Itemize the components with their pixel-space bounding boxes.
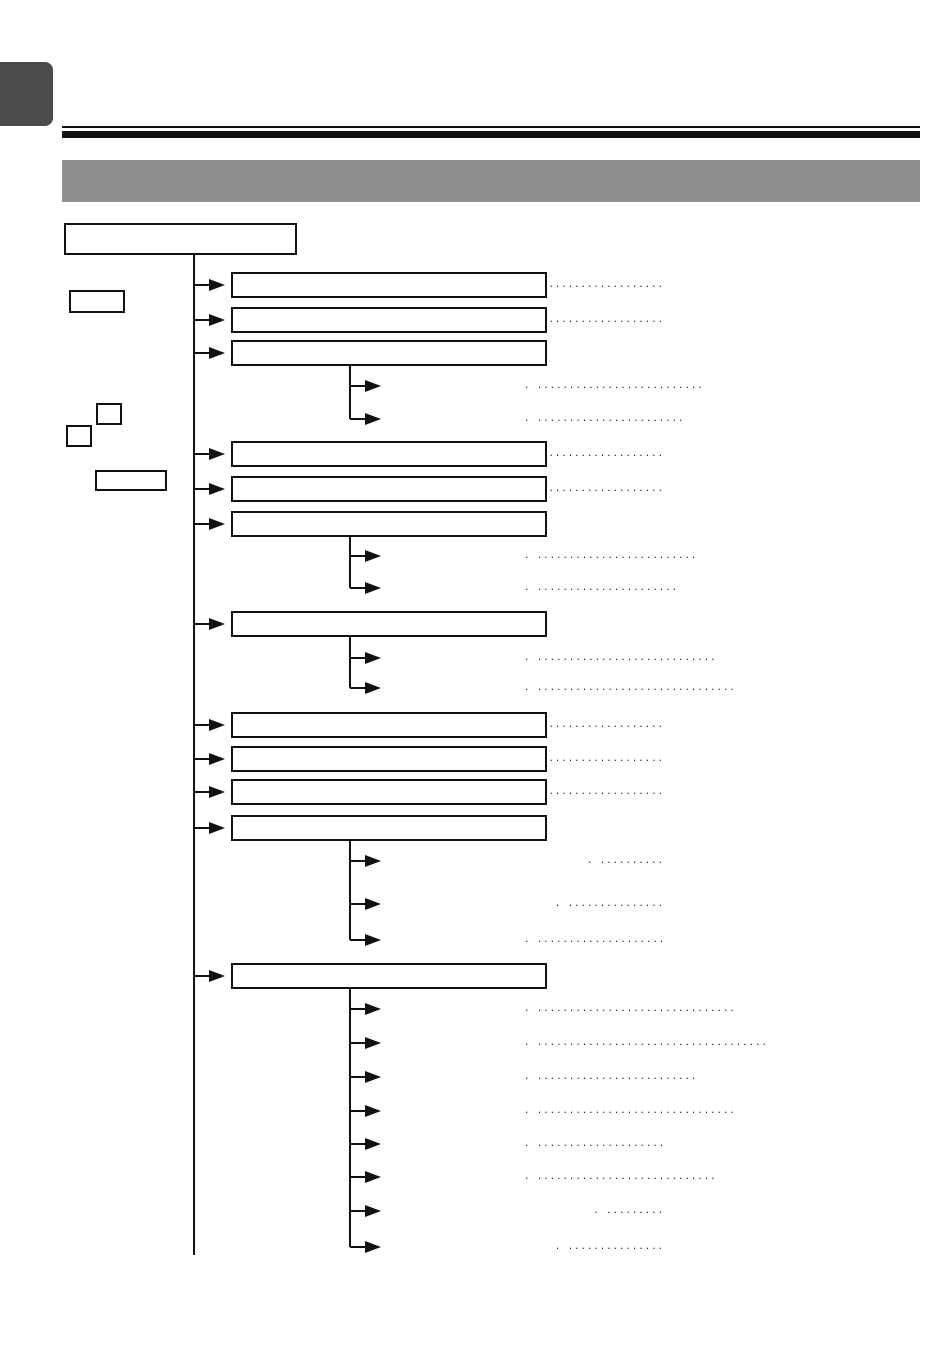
menu-item-leader-dots: .................. bbox=[548, 754, 664, 764]
menu-item-connector-arrowhead-icon bbox=[209, 970, 225, 982]
submenu-leader-dots: . .................... bbox=[524, 935, 666, 945]
submenu-leader-dots: . ............................ bbox=[524, 1172, 717, 1182]
menu-item-box bbox=[231, 746, 547, 772]
menu-item-leader-dots: .................. bbox=[548, 315, 664, 325]
submenu-connector-arrowhead-icon bbox=[365, 1071, 381, 1083]
submenu-connector-arrowhead-icon bbox=[365, 380, 381, 392]
submenu-leader-dots: . ............................... bbox=[524, 1004, 736, 1014]
menu-item-box bbox=[231, 272, 547, 298]
menu-item-leader-dots: .................. bbox=[548, 449, 664, 459]
submenu-connector-arrowhead-icon bbox=[365, 1003, 381, 1015]
submenu-connector-arrowhead-icon bbox=[365, 1138, 381, 1150]
submenu-connector-arrowhead-icon bbox=[365, 898, 381, 910]
submenu-connector-arrowhead-icon bbox=[365, 1105, 381, 1117]
submenu-leader-dots: . ............... bbox=[554, 1242, 664, 1252]
submenu-connector-arrowhead-icon bbox=[365, 582, 381, 594]
submenu-connector-arrowhead-icon bbox=[365, 652, 381, 664]
submenu-connector-arrowhead-icon bbox=[365, 1171, 381, 1183]
submenu-leader-dots: . .................................... bbox=[524, 1038, 768, 1048]
submenu-connector-arrowhead-icon bbox=[365, 934, 381, 946]
menu-item-connector-arrowhead-icon bbox=[209, 518, 225, 530]
menu-item-connector-arrowhead-icon bbox=[209, 314, 225, 326]
menu-item-connector-arrowhead-icon bbox=[209, 822, 225, 834]
menu-item-box bbox=[231, 815, 547, 841]
submenu-leader-dots: . ......................... bbox=[524, 1072, 698, 1082]
menu-item-box bbox=[231, 307, 547, 333]
submenu-leader-dots: . ............................... bbox=[524, 1106, 736, 1116]
submenu-leader-dots: . ............... bbox=[554, 899, 664, 909]
menu-item-box bbox=[231, 611, 547, 637]
submenu-connector-arrowhead-icon bbox=[365, 855, 381, 867]
submenu-leader-dots: . ............................ bbox=[524, 653, 717, 663]
menu-item-connector-arrowhead-icon bbox=[209, 719, 225, 731]
submenu-leader-dots: . ...................... bbox=[524, 583, 679, 593]
submenu-leader-dots: . .................... bbox=[524, 1139, 666, 1149]
menu-item-connector-arrowhead-icon bbox=[209, 347, 225, 359]
menu-item-leader-dots: .................. bbox=[548, 484, 664, 494]
menu-item-connector-arrowhead-icon bbox=[209, 448, 225, 460]
menu-item-connector-arrowhead-icon bbox=[209, 279, 225, 291]
menu-item-leader-dots: .................. bbox=[548, 787, 664, 797]
submenu-connector-arrowhead-icon bbox=[365, 1241, 381, 1253]
submenu-connector-arrowhead-icon bbox=[365, 1205, 381, 1217]
menu-item-box bbox=[231, 511, 547, 537]
submenu-leader-dots: . ......................... bbox=[524, 551, 698, 561]
menu-item-connector-arrowhead-icon bbox=[209, 618, 225, 630]
submenu-leader-dots: . ....................... bbox=[524, 414, 685, 424]
menu-item-box bbox=[231, 476, 547, 502]
submenu-connector-arrowhead-icon bbox=[365, 550, 381, 562]
menu-item-box bbox=[231, 963, 547, 989]
menu-item-box bbox=[231, 441, 547, 467]
submenu-connector-arrowhead-icon bbox=[365, 1037, 381, 1049]
submenu-leader-dots: . ............................... bbox=[524, 683, 736, 693]
submenu-connector-arrowhead-icon bbox=[365, 413, 381, 425]
menu-item-box bbox=[231, 340, 547, 366]
menu-item-leader-dots: .................. bbox=[548, 720, 664, 730]
submenu-leader-dots: . .......................... bbox=[524, 381, 704, 391]
menu-item-connector-arrowhead-icon bbox=[209, 753, 225, 765]
menu-item-box bbox=[231, 779, 547, 805]
submenu-connector-arrowhead-icon bbox=[365, 682, 381, 694]
submenu-leader-dots: . ......... bbox=[593, 1206, 664, 1216]
menu-item-connector-arrowhead-icon bbox=[209, 483, 225, 495]
menu-item-box bbox=[231, 712, 547, 738]
submenu-leader-dots: . .......... bbox=[586, 856, 664, 866]
menu-item-connector-arrowhead-icon bbox=[209, 786, 225, 798]
menu-item-leader-dots: .................. bbox=[548, 280, 664, 290]
